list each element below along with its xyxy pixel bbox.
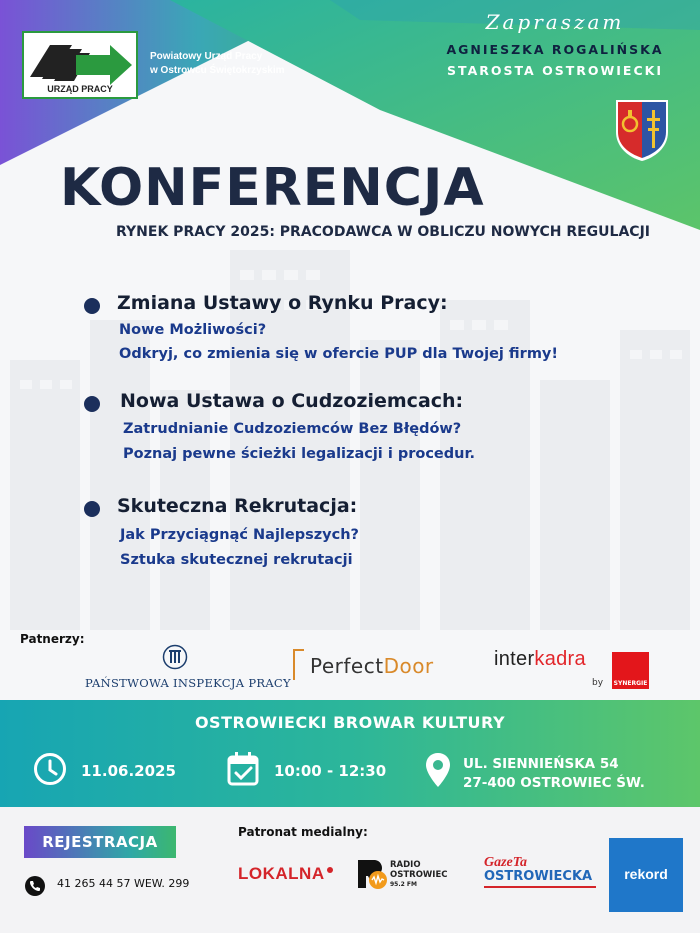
topic-line: Poznaj pewne ścieżki legalizacji i procedur. (123, 446, 476, 462)
radio-rekord-logo (609, 838, 683, 912)
clock-icon (33, 752, 67, 786)
lokalna-name: LOKALNA (238, 864, 325, 883)
lokalna-dot-icon (327, 867, 333, 873)
lokalna-logo (238, 864, 333, 884)
interkadra-by: by (592, 678, 604, 688)
page-subtitle: RYNEK PRACY 2025: PRACODAWCA W OBLICZU NOWYCH REGULACJI (116, 224, 650, 240)
event-time: 10:00 - 12:30 (274, 762, 387, 780)
radio-line-2: OSTROWIEC (390, 870, 448, 880)
org-line-1: Powiatowy Urząd Pracy (150, 51, 263, 62)
patronat-label: Patronat medialny: (238, 825, 368, 839)
topic-line: Sztuka skutecznej rekrutacji (120, 552, 353, 568)
venue-name: OSTROWIECKI BROWAR KULTURY (194, 713, 506, 732)
location-pin-icon (425, 752, 451, 788)
perfect-word: Perfect (310, 654, 384, 678)
calendar-icon (226, 751, 260, 787)
event-date: 11.06.2025 (81, 762, 176, 780)
bullet-icon (84, 298, 100, 314)
starosta-title: STAROSTA OSTROWIECKI (447, 63, 663, 78)
page-title: KONFERENCJA (60, 158, 485, 218)
interkadra-name (494, 648, 586, 670)
topic-line: Odkryj, co zmienia się w ofercie PUP dla Twojej firmy! (119, 346, 559, 362)
perfect-door-logo (290, 648, 434, 682)
bullet-icon (84, 396, 100, 412)
org-line-2: w Ostrowcu Świętokrzyskim (150, 65, 285, 76)
topic-heading: Nowa Ustawa o Cudzoziemcach: (120, 390, 464, 412)
pip-logo (85, 644, 291, 690)
rekord-name: rekord (624, 866, 668, 882)
starosta-name: AGNIESZKA ROGALIŃSKA (446, 42, 664, 57)
register-button[interactable]: REJESTRACJA (24, 826, 176, 858)
radio-line-3: 95.2 FM (390, 881, 417, 888)
pip-name: PAŃSTWOWA INSPEKCJA PRACY (85, 676, 291, 690)
inter-word: inter (494, 648, 535, 670)
gazeta-top: GazeTa (484, 855, 528, 870)
synergie-logo (612, 652, 649, 689)
gazeta-ostrowiecka-logo (484, 855, 599, 888)
topic-line: Jak Przyciągnąć Najlepszych? (120, 527, 359, 543)
bullet-icon (84, 501, 100, 517)
phone-number[interactable]: 41 265 44 57 WEW. 299 (57, 877, 190, 890)
phone-icon (25, 876, 45, 896)
partners-label: Patnerzy: (20, 632, 85, 646)
invite-text: Zapraszam (485, 10, 625, 34)
event-address (463, 755, 645, 793)
radio-ostrowiec-logo (356, 858, 448, 894)
address-line-2: 27-400 OSTROWIEC ŚW. (463, 775, 645, 791)
organization-name (150, 50, 285, 78)
pip-emblem-icon (162, 644, 188, 670)
logo-caption: URZĄD PRACY (47, 84, 113, 94)
radio-name (390, 860, 448, 890)
gazeta-underline (484, 886, 596, 888)
radio-line-1: RADIO (390, 860, 421, 870)
radio-r-icon (356, 858, 388, 890)
door-bracket-icon (290, 648, 308, 682)
perfect-door-name (310, 654, 434, 678)
coat-of-arms-icon (614, 98, 670, 162)
address-line-1: UL. SIENNIEŃSKA 54 (463, 756, 619, 772)
kadra-word: kadra (534, 648, 586, 670)
topic-heading: Zmiana Ustawy o Rynku Pracy: (117, 292, 448, 314)
gazeta-bottom: OSTROWIECKA (484, 869, 593, 884)
door-word: Door (383, 654, 434, 678)
topic-heading: Skuteczna Rekrutacja: (117, 495, 358, 517)
synergie-name: SYNERGIE (613, 680, 648, 687)
topic-line: Nowe Możliwości? (119, 322, 267, 338)
interkadra-logo (494, 648, 648, 688)
urzad-pracy-logo (22, 31, 138, 99)
folders-arrow-icon (28, 37, 136, 87)
topic-line: Zatrudnianie Cudzoziemców Bez Błędów? (123, 421, 462, 437)
